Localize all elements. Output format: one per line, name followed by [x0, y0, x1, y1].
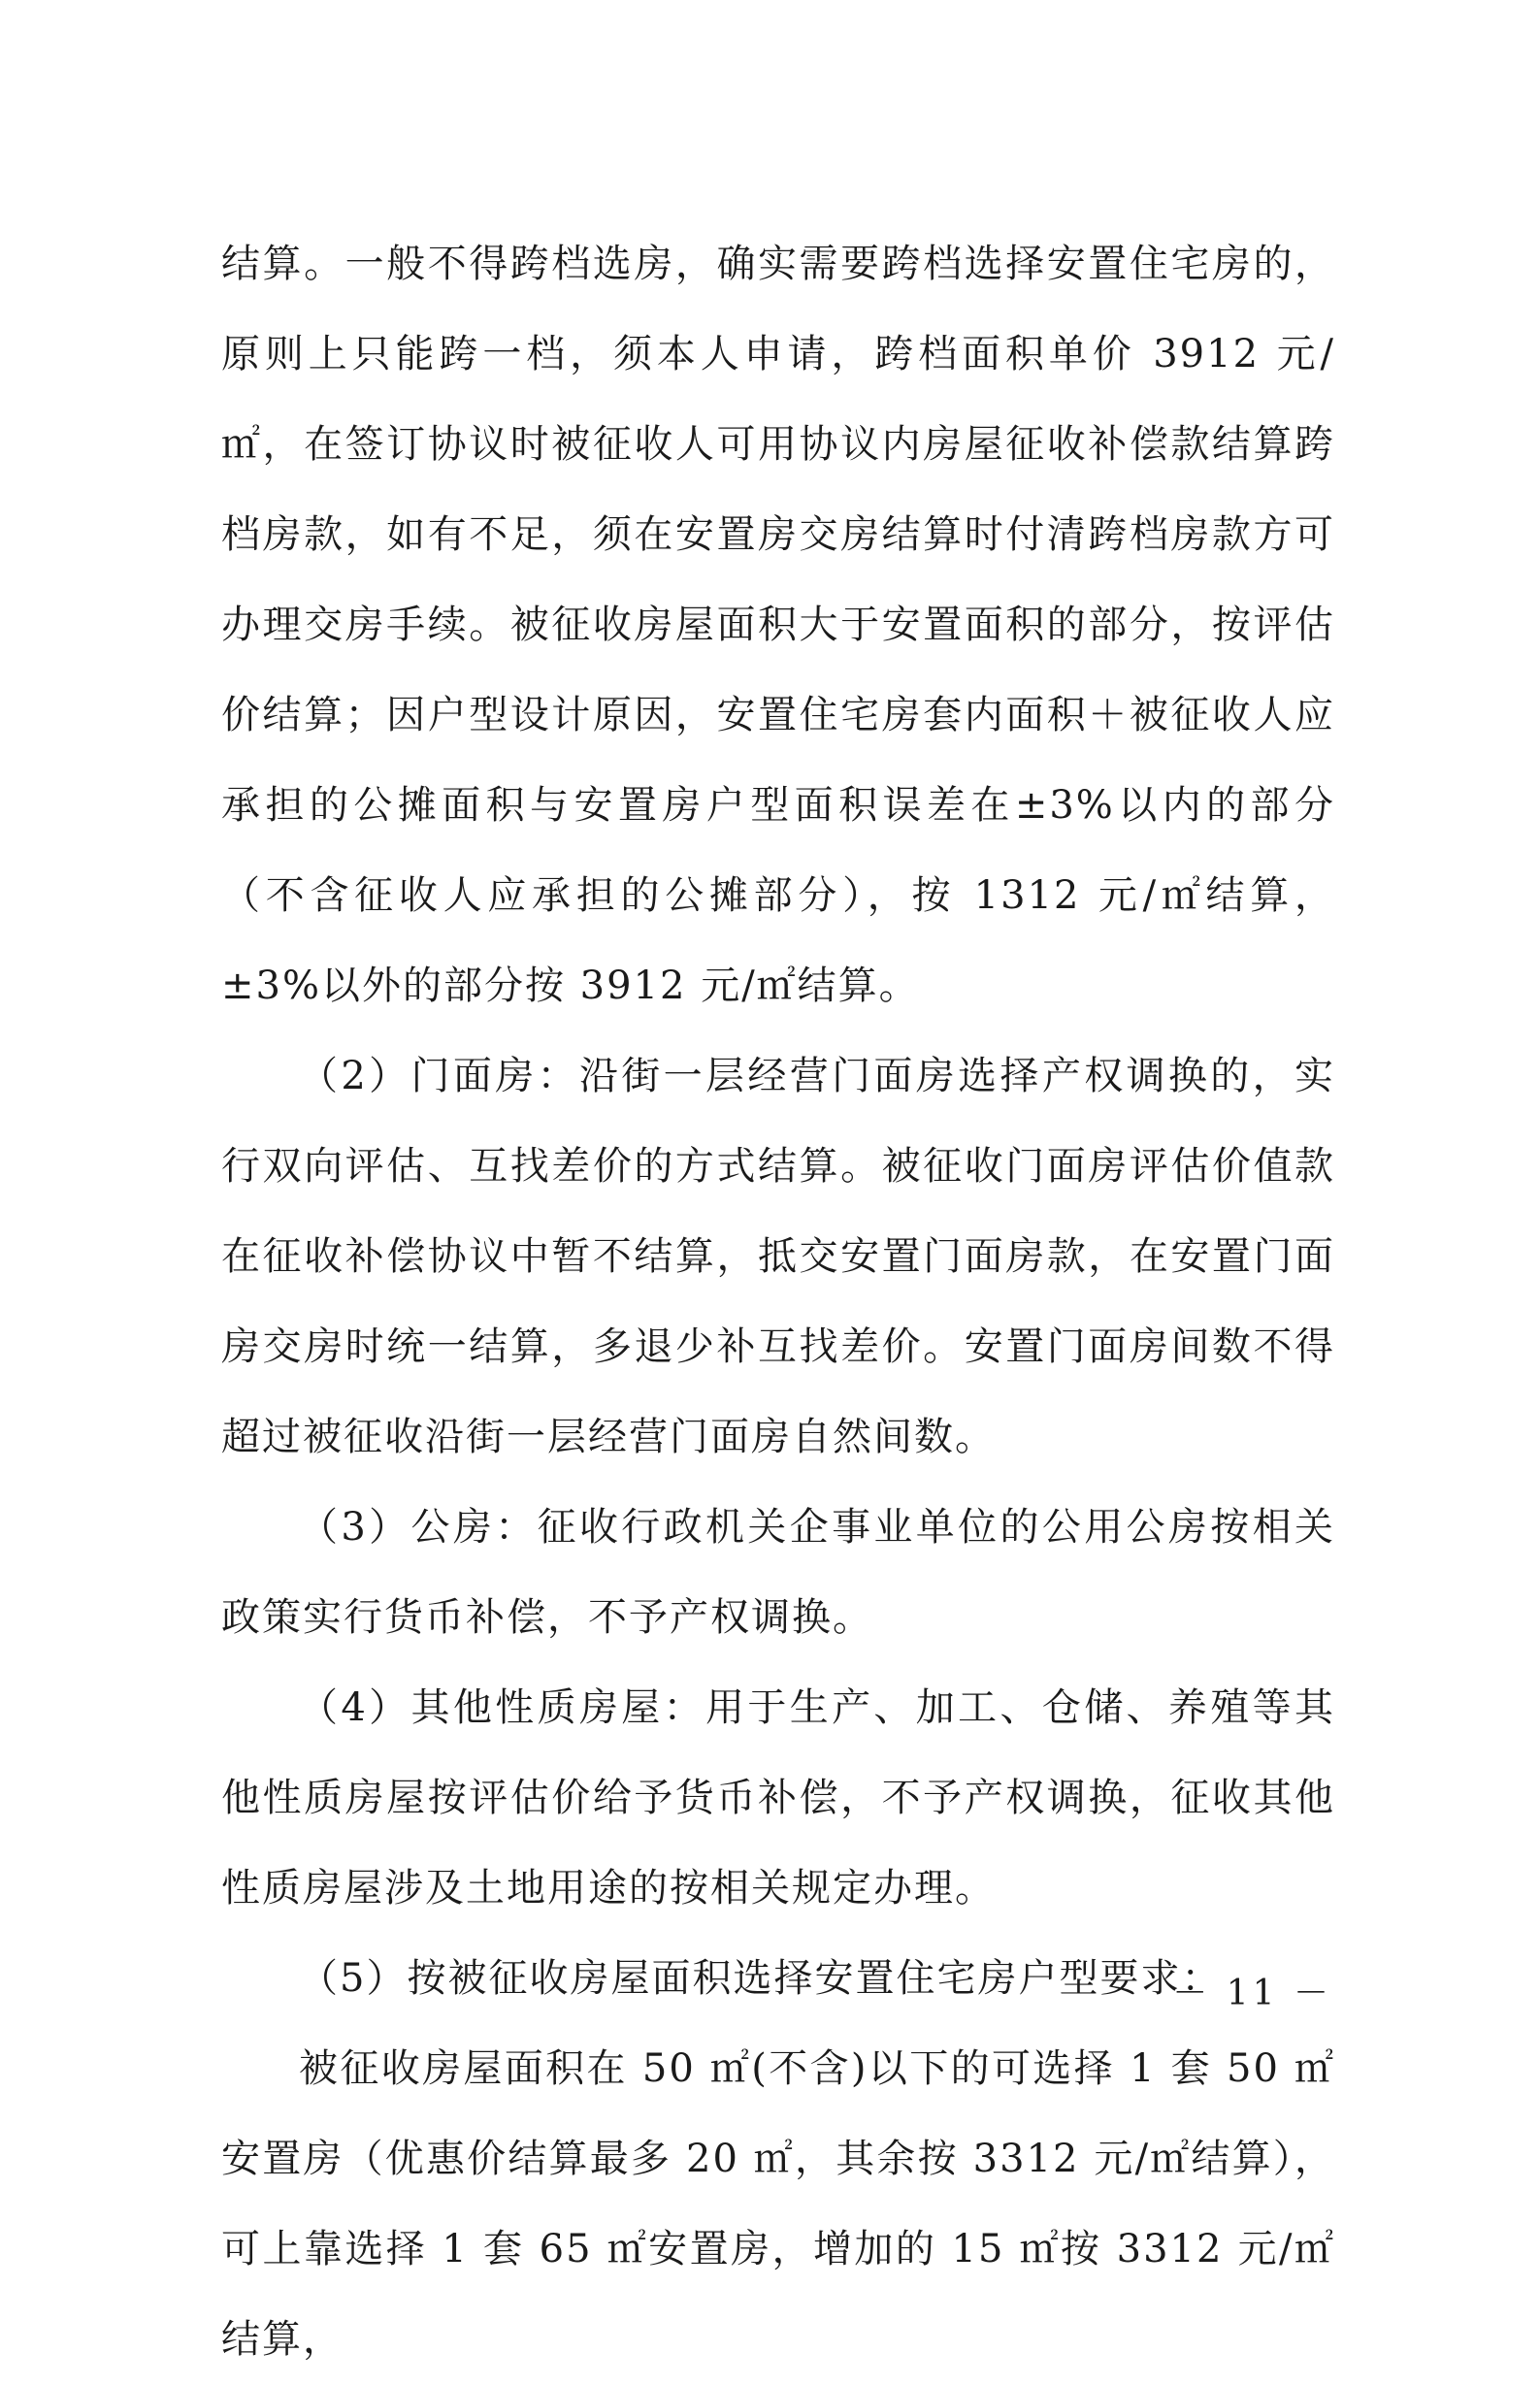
document-body [221, 219, 1335, 2385]
paragraph-storefront: （2）门面房：沿街一层经营门面房选择产权调换的，实行双向评估、互找差价的方式结算。被征收门面房评估价值款在征收补偿协议中暂不结算，抵交安置门面房款，在安置门面房交房时统一结算，多退少补互找差价。安置门面房间数不得超过被征收沿街一层经营门面房自然间数。 [221, 1054, 1335, 1459]
paragraph-unit-type-rule: 被征收房屋面积在 50 ㎡(不含)以下的可选择 1 套 50 ㎡安置房（优惠价结算最多 20 ㎡，其余按 3312 元/㎡结算），可上靠选择 1 套 65 ㎡安置房，增加的 15 ㎡按 3312 元/㎡结算， [221, 2046, 1335, 2362]
paragraph-public-housing: （3）公房：征收行政机关企事业单位的公用公房按相关政策实行货币补偿，不予产权调换。 [221, 1505, 1335, 1640]
paragraph-other-property: （4）其他性质房屋：用于生产、加工、仓储、养殖等其他性质房屋按评估价给予货币补偿，不予产权调换，征收其他性质房屋涉及土地用途的按相关规定办理。 [221, 1685, 1335, 1911]
paragraph-unit-type-heading: （5）按被征收房屋面积选择安置住宅房户型要求： [299, 1956, 1223, 2001]
page-number: － 11 － [1172, 1974, 1332, 2013]
paragraph-settlement: 结算。一般不得跨档选房，确实需要跨档选择安置住宅房的，原则上只能跨一档，须本人申请，跨档面积单价 3912 元/㎡，在签订协议时被征收人可用协议内房屋征收补偿款结算跨档房款，如有不足，须在安置房交房结算时付清跨档房款方可办理交房手续。被征收房屋面积大于安置面积的部分，按评估价结算；因户型设计原因，安置住宅房套内面积＋被征收人应承担的公摊面积与安置房户型面积误差在±3%以内的部分（不含征收人应承担的公摊部分），按 1312 元/㎡结算，±3%以外的部分按 3912 元/㎡结算。 [221, 242, 1335, 1008]
